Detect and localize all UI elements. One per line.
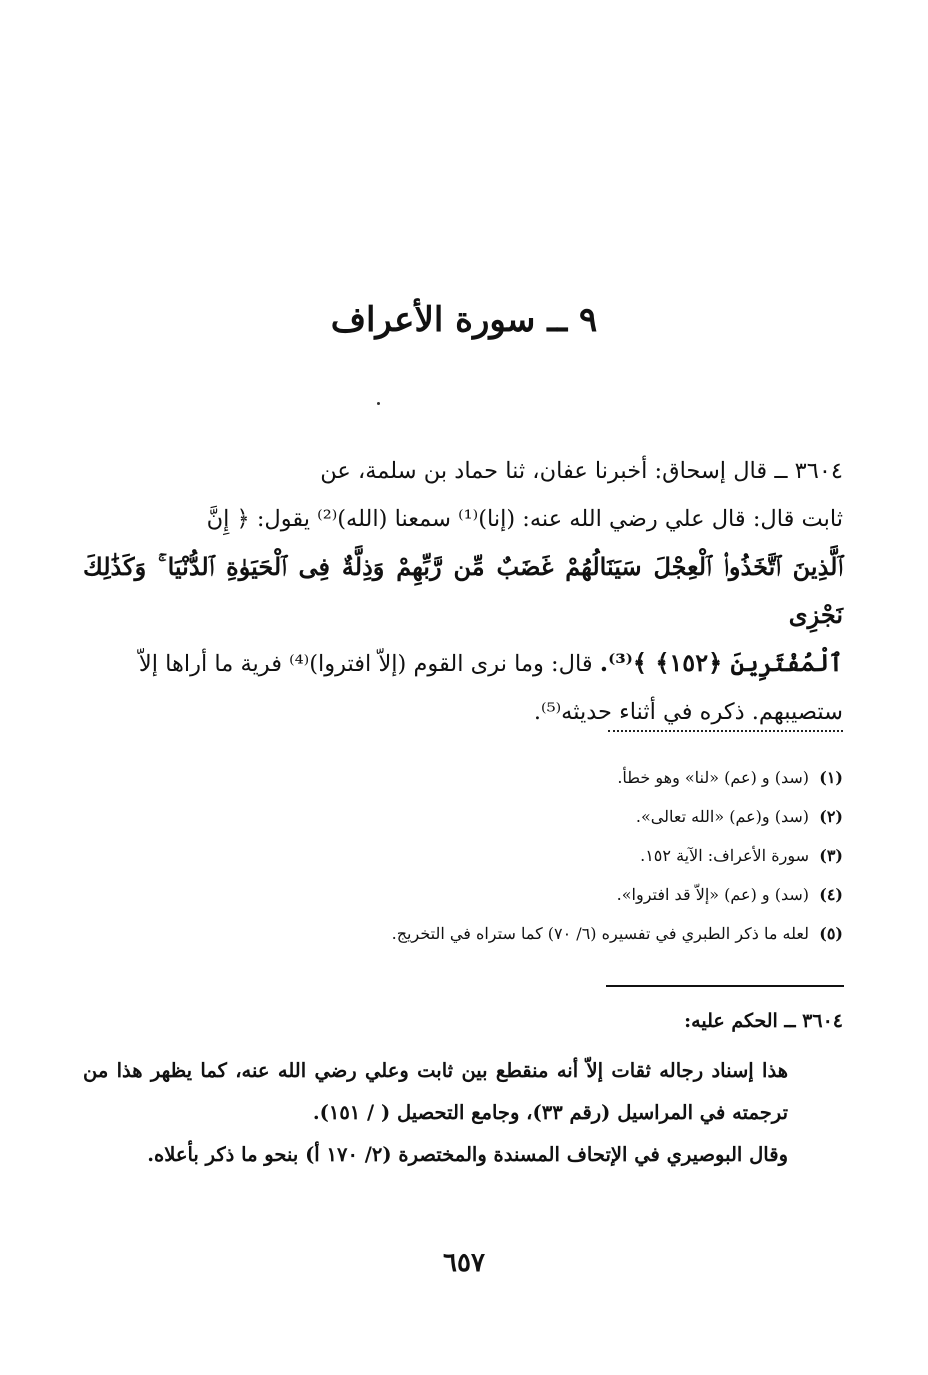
page-number: ٦٥٧ bbox=[443, 1248, 485, 1278]
footnotes bbox=[83, 758, 843, 953]
footnote-text: (سد) و(عم) «الله تعالى». bbox=[635, 807, 809, 826]
stray-dot bbox=[377, 402, 380, 405]
footnote-number: (٢) bbox=[819, 807, 843, 826]
footnote-number: (٥) bbox=[819, 924, 843, 943]
hadith-line-5: ستصيبهم. ذكره في أثناء حديثه⁽⁵⁾. bbox=[533, 699, 843, 725]
footnote-text: (سد) و (عم) «إلاّ قد افتروا». bbox=[616, 885, 809, 904]
hadith-line-4 bbox=[83, 639, 843, 688]
section-separator-line bbox=[606, 985, 844, 987]
hadith-line-1: ٣٦٠٤ ــ قال إسحاق: أخبرنا عفان، ثنا حماد بن سلمة، عن bbox=[320, 458, 843, 484]
hadith-text bbox=[83, 447, 843, 736]
footnote-text: سورة الأعراف: الآية ١٥٢. bbox=[640, 846, 809, 865]
footnote-item bbox=[83, 758, 843, 797]
ruling-text bbox=[83, 1050, 843, 1176]
footnote-item bbox=[83, 914, 843, 953]
surah-title: ٩ ــ سورة الأعراف bbox=[330, 300, 598, 340]
footnote-text: (سد) و (عم) «لنا» وهو خطأ. bbox=[617, 768, 809, 787]
quran-verse-end: ٱلْمُفْتَرِينَ ﴿١٥٢﴾ ﴾⁽³⁾. bbox=[599, 648, 843, 677]
footnote-text: لعله ما ذكر الطبري في تفسيره (٦/ ٧٠) كما ستراه في التخريج. bbox=[391, 924, 809, 943]
footnote-number: (١) bbox=[819, 768, 843, 787]
footnote-item bbox=[83, 875, 843, 914]
hadith-line-2: ثابت قال: قال علي رضي الله عنه: (إنا)⁽¹⁾ سمعنا (الله)⁽²⁾ يقول: ﴿ إِنَّ bbox=[206, 506, 843, 532]
ruling-paragraph-2: وقال البوصيري في الإتحاف المسندة والمختصرة (٢/ ١٧٠ أ) بنحو ما ذكر بأعلاه. bbox=[147, 1143, 788, 1166]
quran-verse-line: ٱلَّذِينَ ٱتَّخَذُوا۟ ٱلْعِجْلَ سَيَنَالُهُمْ غَضَبٌ مِّن رَّبِّهِمْ وَذِلَّةٌ فِى ٱلْحَيَوٰةِ ٱلدُّنْيَا ۚ وَكَذَٰلِكَ نَجْزِى bbox=[83, 552, 843, 629]
footnote-number: (٣) bbox=[819, 846, 843, 865]
footnote-item bbox=[83, 797, 843, 836]
ruling-heading: ٣٦٠٤ ــ الحكم عليه: bbox=[684, 1010, 843, 1032]
hadith-line-4-text: قال: وما نرى القوم (إلاّ افتروا)⁽⁴⁾ فرية ما أراها إلاّ bbox=[138, 651, 600, 677]
footnote-number: (٤) bbox=[819, 885, 843, 904]
footnote-item bbox=[83, 836, 843, 875]
ruling-paragraph-1: هذا إسناد رجاله ثقات إلاّ أنه منقطع بين ثابت وعلي رضي الله عنه، كما يظهر هذا من ترجمته في المراسيل (رقم ٣٣)، وجامع التحصيل ( / ١٥١). bbox=[83, 1059, 788, 1124]
footnote-separator-dotted bbox=[608, 730, 843, 732]
